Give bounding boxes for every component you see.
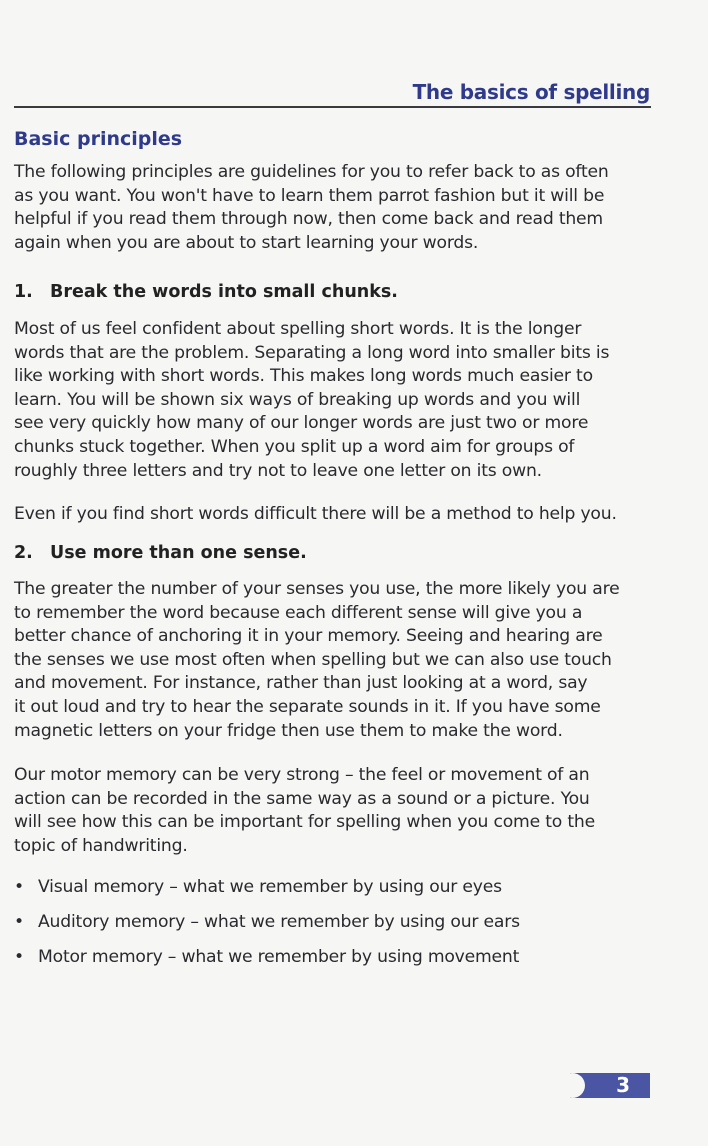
bullet-icon: • bbox=[14, 877, 24, 897]
text-line: action can be recorded in the same way as a sound or a picture. You bbox=[14, 788, 590, 809]
text-line: Even if you find short words difficult there will be a method to help you. bbox=[14, 504, 617, 524]
principle-2-motor-paragraph bbox=[14, 764, 654, 858]
text-line: The following principles are guidelines for you to refer back to as often bbox=[14, 162, 609, 182]
principle-2-heading bbox=[14, 543, 307, 563]
header-rule bbox=[14, 106, 651, 108]
text-line: to remember the word because each different sense will give you a bbox=[14, 602, 583, 623]
principle-number: 2. bbox=[14, 543, 33, 563]
principle-title: Break the words into small chunks. bbox=[50, 282, 398, 302]
text-line: words that are the problem. Separating a long word into smaller bits is bbox=[14, 342, 610, 363]
bullet-item: • Auditory memory – what we remember by using our ears bbox=[14, 912, 520, 932]
text-line: magnetic letters on your fridge then use them to make the word. bbox=[14, 720, 563, 741]
text-line: will see how this can be important for spelling when you come to the bbox=[14, 812, 595, 833]
page-number: 3 bbox=[616, 1073, 630, 1097]
text-line: chunks stuck together. When you split up a word aim for groups of bbox=[14, 436, 575, 457]
principle-1-body bbox=[14, 318, 654, 483]
text-line: better chance of anchoring it in your memory. Seeing and hearing are bbox=[14, 626, 603, 647]
text-line: as you want. You won't have to learn them parrot fashion but it will be bbox=[14, 185, 605, 206]
bullet-item: • Visual memory – what we remember by using our eyes bbox=[14, 877, 502, 897]
text-line: the senses we use most often when spelling but we can also use touch bbox=[14, 649, 612, 670]
text-line: Our motor memory can be very strong – the feel or movement of an bbox=[14, 765, 590, 785]
intro-paragraph bbox=[14, 161, 654, 255]
bullet-icon: • bbox=[14, 947, 24, 967]
principle-2-body bbox=[14, 578, 654, 743]
principle-1-heading bbox=[14, 282, 398, 302]
text-line: roughly three letters and try not to leave one letter on its own. bbox=[14, 460, 542, 481]
text-line: The greater the number of your senses you use, the more likely you are bbox=[14, 579, 620, 599]
text-line: and movement. For instance, rather than just looking at a word, say bbox=[14, 673, 588, 694]
section-title: Basic principles bbox=[14, 128, 183, 150]
bullet-icon: • bbox=[14, 912, 24, 932]
running-title: The basics of spelling bbox=[412, 80, 650, 104]
text-line: helpful if you read them through now, then come back and read them bbox=[14, 209, 603, 230]
text-line: learn. You will be shown six ways of breaking up words and you will bbox=[14, 389, 581, 410]
principle-title: Use more than one sense. bbox=[50, 543, 307, 563]
bullet-item: • Motor memory – what we remember by using movement bbox=[14, 947, 520, 967]
text-line: like working with short words. This makes long words much easier to bbox=[14, 366, 593, 387]
text-line: again when you are about to start learning your words. bbox=[14, 232, 479, 253]
principle-number: 1. bbox=[14, 282, 33, 302]
principle-1-note bbox=[14, 503, 654, 527]
text-line: Most of us feel confident about spelling short words. It is the longer bbox=[14, 319, 582, 339]
text-line: see very quickly how many of our longer words are just two or more bbox=[14, 413, 589, 434]
page-number-tab bbox=[570, 1073, 650, 1098]
text-line: topic of handwriting. bbox=[14, 835, 188, 856]
text-line: it out loud and try to hear the separate sounds in it. If you have some bbox=[14, 696, 601, 717]
